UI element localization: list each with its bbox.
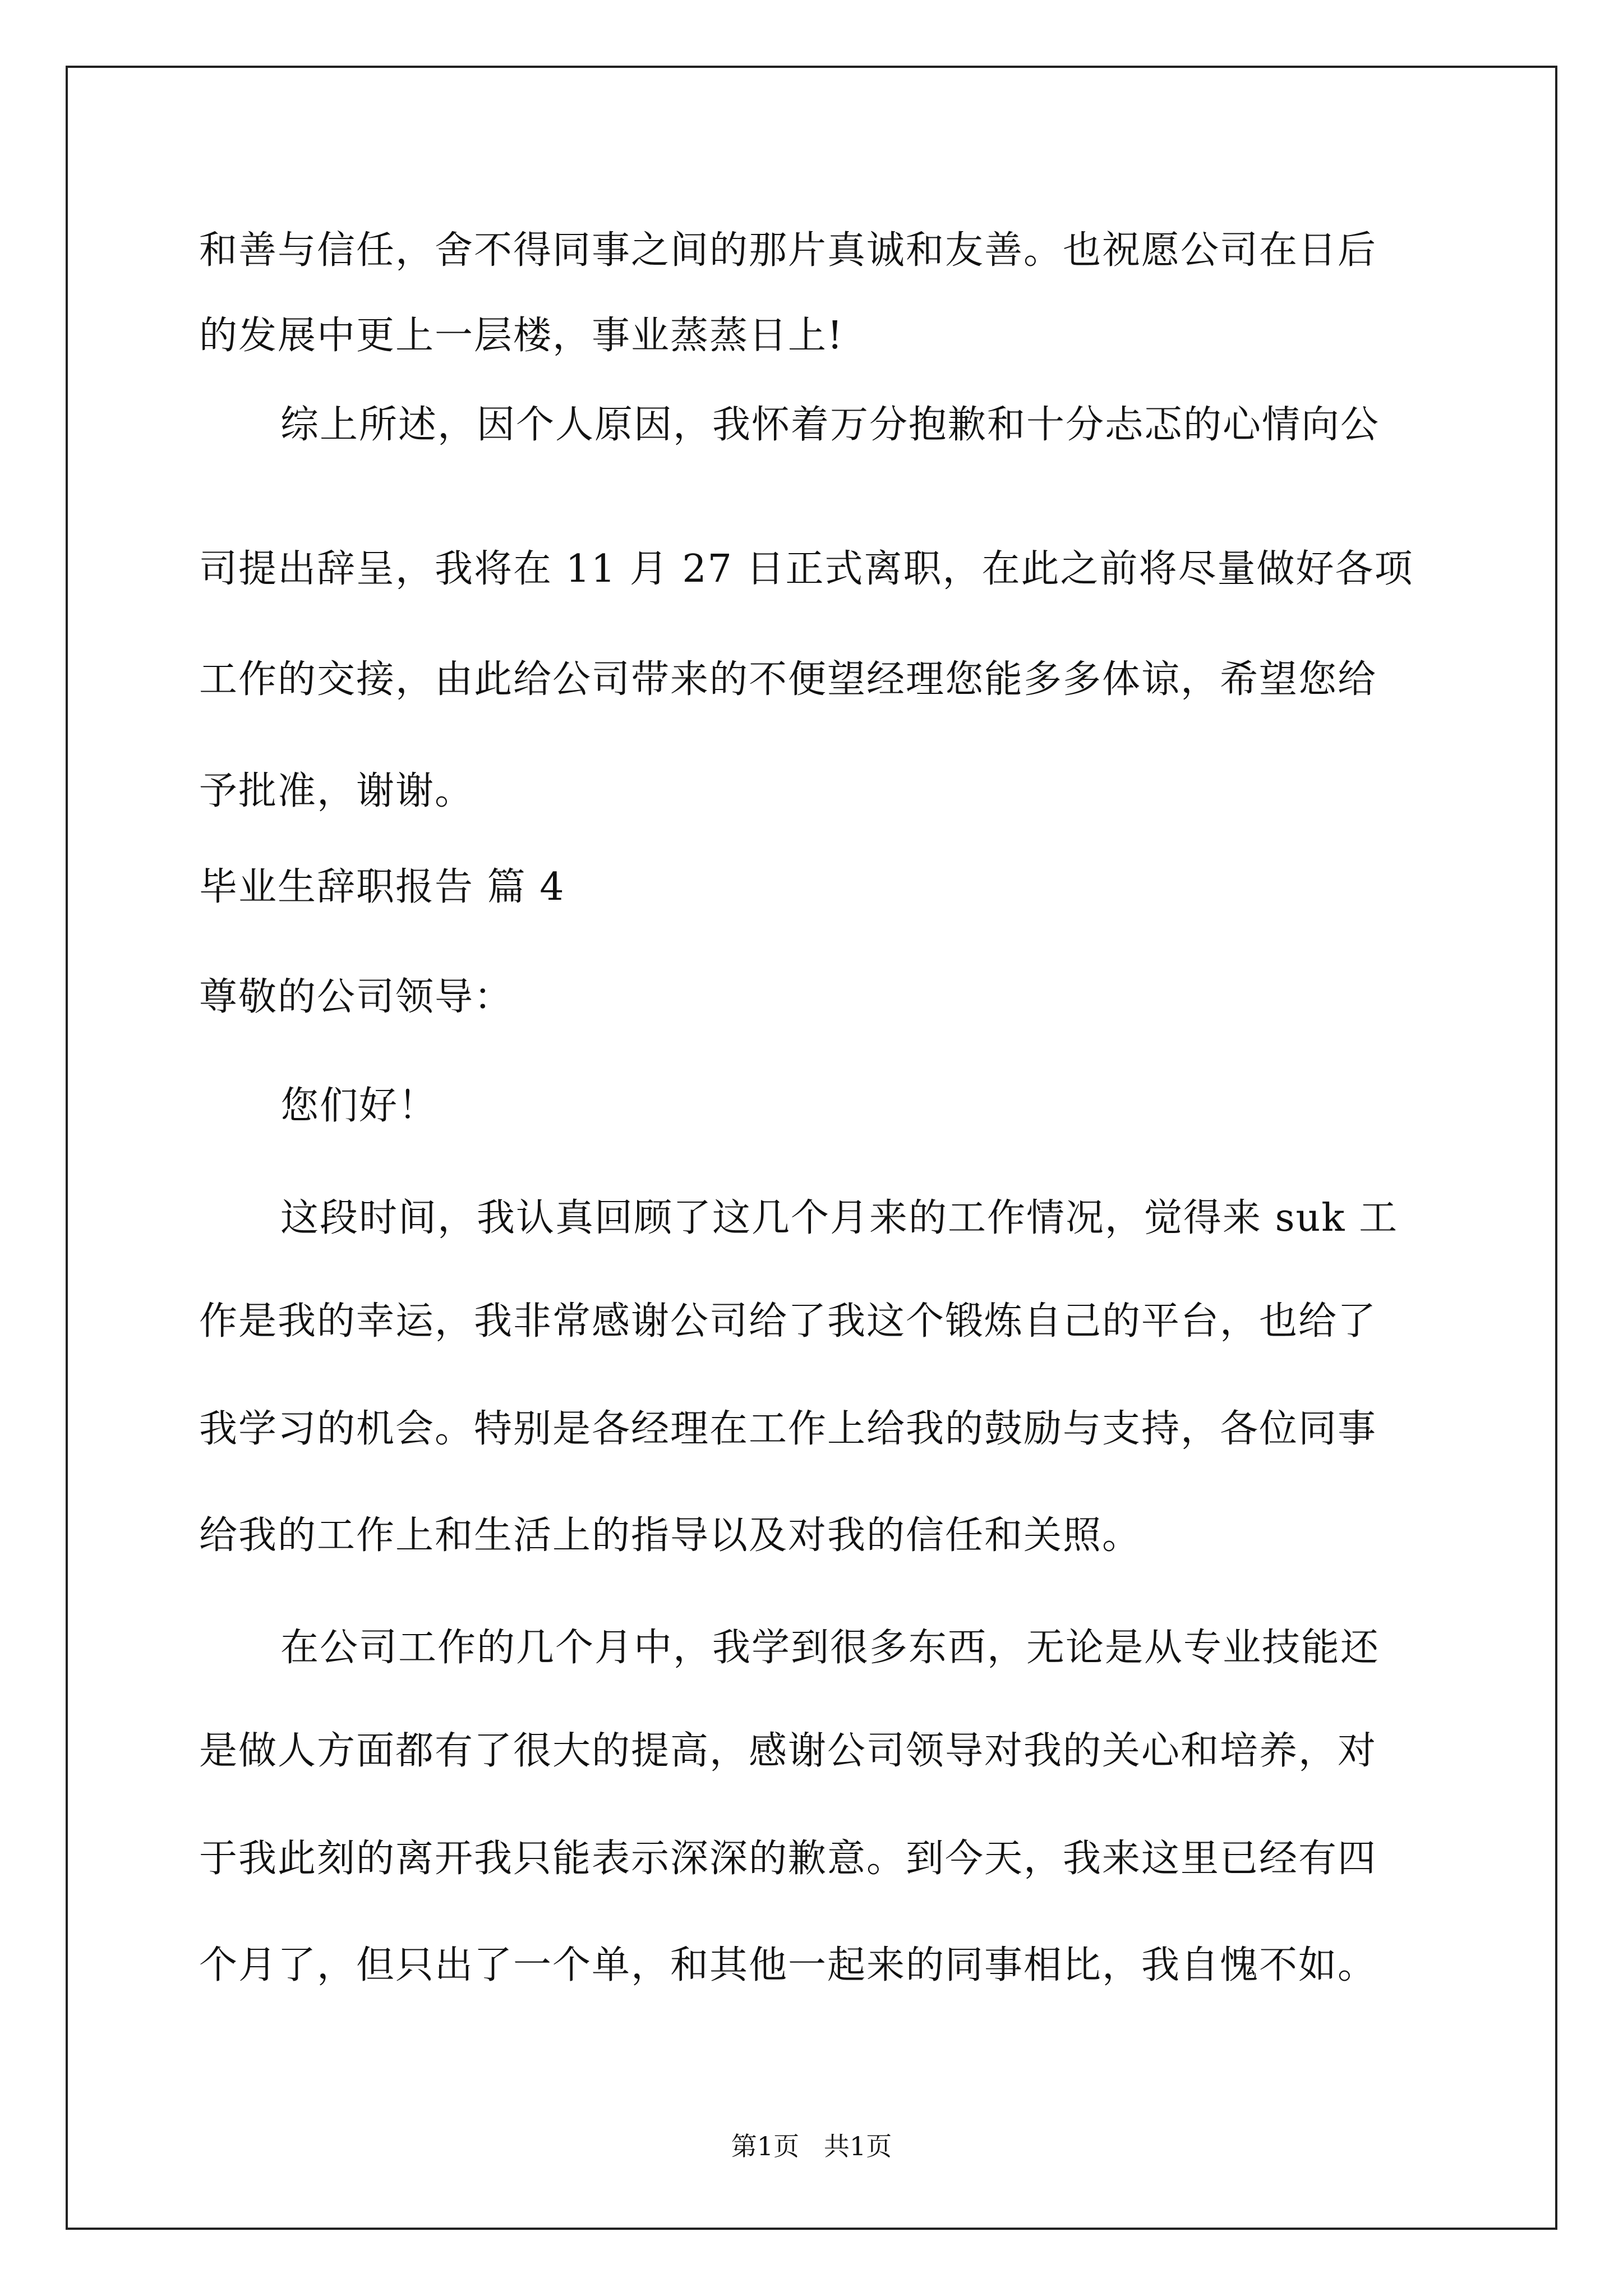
text-line: 工作的交接，由此给公司带来的不便望经理您能多多体谅，希望您给: [199, 657, 1377, 702]
text-line: 的发展中更上一层楼，事业蒸蒸日上!: [199, 314, 844, 358]
page-border: [66, 66, 1557, 2230]
salutation: 尊敬的公司领导：: [199, 975, 514, 1019]
text-line: 综上所述，因个人原因，我怀着万分抱歉和十分忐忑的心情向公: [280, 403, 1380, 447]
text-line: 和善与信任，舍不得同事之间的那片真诚和友善。也祝愿公司在日后: [199, 228, 1377, 273]
greeting: 您们好！: [280, 1084, 438, 1128]
text-line: 这段时间，我认真回顾了这几个月来的工作情况，觉得来 suk 工: [280, 1196, 1399, 1240]
text-line: 个月了，但只出了一个单，和其他一起来的同事相比，我自愧不如。: [199, 1943, 1377, 1987]
text-line: 我学习的机会。特别是各经理在工作上给我的鼓励与支持，各位同事: [199, 1407, 1377, 1451]
page-footer: 第1页 共1页: [731, 2131, 892, 2161]
text-line: 是做人方面都有了很大的提高，感谢公司领导对我的关心和培养，对: [199, 1729, 1377, 1773]
text-line: 在公司工作的几个月中，我学到很多东西，无论是从专业技能还: [280, 1626, 1380, 1670]
section-heading: 毕业生辞职报告 篇 4: [199, 865, 565, 909]
text-line: 予批准，谢谢。: [199, 769, 474, 813]
text-line: 于我此刻的离开我只能表示深深的歉意。到今天，我来这里已经有四: [199, 1837, 1377, 1881]
text-line: 给我的工作上和生活上的指导以及对我的信任和关照。: [199, 1513, 1142, 1558]
text-line: 作是我的幸运，我非常感谢公司给了我这个锻炼自己的平台，也给了: [199, 1299, 1377, 1343]
text-line: 司提出辞呈，我将在 11 月 27 日正式离职，在此之前将尽量做好各项: [199, 547, 1414, 591]
